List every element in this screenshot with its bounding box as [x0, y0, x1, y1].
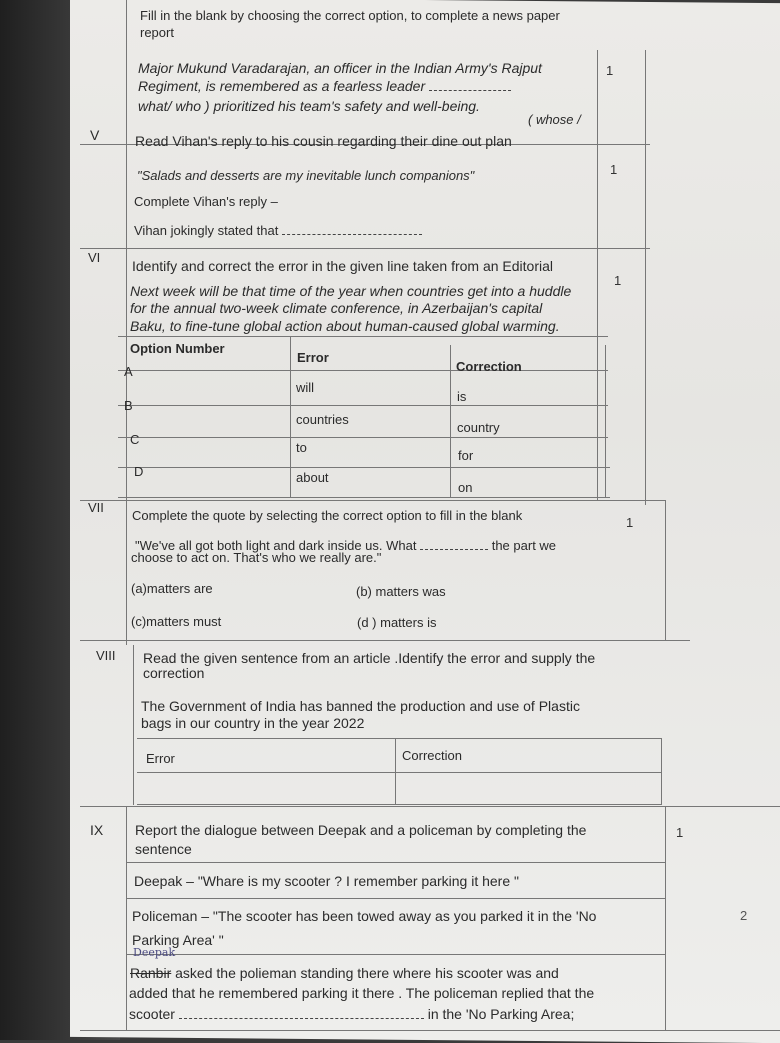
row-divider: [126, 898, 666, 899]
q7-quote1: "We've all got both light and dark inside us. What the part we: [135, 538, 557, 553]
q7-quote2: choose to act on. That's who we really are.": [131, 550, 382, 565]
table-row-c-correction: for: [458, 448, 474, 463]
q7-option-d: (d ) matters is: [357, 615, 437, 630]
q9-line2: sentence: [135, 841, 192, 857]
table-row-b-option: B: [124, 398, 133, 413]
col-divider-left: [126, 806, 127, 1031]
q5-quote: "Salads and desserts are my inevitable lunch companions": [137, 168, 475, 183]
q8-correction-header: Correction: [402, 748, 462, 763]
q7-option-a: (a)matters are: [131, 581, 213, 596]
q6-marks: 1: [614, 273, 622, 288]
row-divider: [80, 640, 690, 641]
q9-report-line2: added that he remembered parking it there . The policeman replied that the: [129, 985, 595, 1001]
row-divider: [80, 1030, 780, 1031]
table-vline: [605, 345, 606, 497]
table-vline: [661, 738, 662, 804]
row-divider: [80, 806, 780, 807]
table-header-error: Error: [297, 350, 329, 365]
col-divider-right: [597, 50, 598, 500]
q9-marks: 1: [676, 825, 684, 840]
q8-para1: The Government of India has banned the production and use of Plastic: [141, 698, 580, 714]
table-row-a-option: A: [124, 364, 133, 379]
table-header-option: Option Number: [130, 341, 225, 356]
table-line: [137, 738, 662, 739]
col-border-right: [665, 806, 666, 1031]
table-row-b-correction: country: [457, 420, 500, 435]
table-line: [118, 405, 608, 406]
q6-number: VI: [88, 250, 101, 265]
table-line: [118, 467, 610, 468]
table-line: [118, 497, 610, 498]
table-line: [137, 804, 662, 805]
table-row-b-error: countries: [296, 412, 349, 427]
table-line: [118, 437, 608, 438]
q5-line1: Read Vihan's reply to his cousin regarding their dine out plan: [135, 133, 512, 149]
intro-para2b: ( whose /: [528, 112, 581, 127]
intro-para3: what/ who ) prioritized his team's safety and well-being.: [138, 98, 480, 114]
intro-line2: report: [140, 25, 174, 40]
q9-line1: Report the dialogue between Deepak and a policeman by completing the: [135, 822, 587, 838]
intro-para2: Regiment, is remembered as a fearless leader: [138, 78, 511, 94]
row-divider: [80, 248, 650, 249]
row-divider: [126, 862, 666, 863]
table-row-c-option: C: [130, 432, 140, 447]
col-divider-left: [133, 645, 134, 805]
intro-marks: 1: [606, 63, 614, 78]
intro-para1: Major Mukund Varadarajan, an officer in the Indian Army's Rajput: [138, 60, 542, 76]
q8-error-header: Error: [146, 751, 175, 766]
table-vline: [290, 336, 291, 497]
col-border-right: [645, 50, 646, 505]
q6-para3: Baku, to fine-tune global action about human-caused global warming.: [130, 318, 560, 334]
table-vline: [395, 738, 396, 804]
q8-line2: correction: [143, 665, 205, 681]
intro-line1: Fill in the blank by choosing the correct option, to complete a news paper: [140, 8, 560, 23]
table-line: [118, 370, 608, 371]
q8-line1: Read the given sentence from an article .Identify the error and supply the: [143, 650, 596, 666]
q9-number: IX: [90, 822, 104, 838]
q7-option-b: (b) matters was: [356, 584, 446, 599]
q9-report-line3: scooter in the 'No Parking Area;: [129, 1006, 575, 1022]
table-line: [118, 336, 608, 337]
q7-number: VII: [88, 500, 104, 515]
q6-line1: Identify and correct the error in the given line taken from an Editorial: [132, 258, 553, 274]
q8-para2: bags in our country in the year 2022: [141, 715, 365, 731]
table-row-d-option: D: [134, 464, 144, 479]
table-row-a-correction: is: [457, 389, 467, 404]
q7-marks: 1: [626, 515, 634, 530]
q5-answer: Vihan jokingly stated that: [134, 223, 422, 238]
edge-marks: 2: [740, 908, 748, 923]
q5-complete: Complete Vihan's reply –: [134, 194, 278, 209]
q7-option-c: (c)matters must: [131, 614, 222, 629]
q6-para1: Next week will be that time of the year when countries get into a huddle: [130, 283, 572, 299]
row-divider: [80, 500, 665, 501]
table-row-d-correction: on: [458, 480, 473, 495]
q5-number: V: [90, 127, 100, 143]
q7-line1: Complete the quote by selecting the correct option to fill in the blank: [132, 508, 523, 523]
q6-para2: for the annual two-week climate conference, in Azerbaijan's capital: [130, 300, 543, 316]
q5-marks: 1: [610, 162, 618, 177]
q9-report-line1: Ranbir asked the polieman standing there where his scooter was and: [130, 965, 559, 981]
q8-number: VIII: [96, 648, 116, 663]
col-divider-left: [126, 0, 127, 645]
table-line: [137, 772, 662, 773]
handwritten-correction: Deepak: [133, 946, 176, 959]
q9-dialogue-deepak: Deepak – "Whare is my scooter ? I remember parking it here ": [134, 873, 519, 889]
table-row-c-error: to: [296, 440, 307, 455]
q9-dialogue-police2: Parking Area' ": [132, 932, 224, 948]
table-row-a-error: will: [296, 380, 315, 395]
col-border-right: [665, 500, 666, 640]
row-divider: [126, 954, 666, 955]
q9-dialogue-police1: Policeman – "The scooter has been towed away as you parked it in the 'No: [132, 908, 597, 924]
table-vline: [450, 345, 451, 497]
table-header-correction: Correction: [456, 359, 522, 374]
table-row-d-error: about: [296, 470, 329, 485]
